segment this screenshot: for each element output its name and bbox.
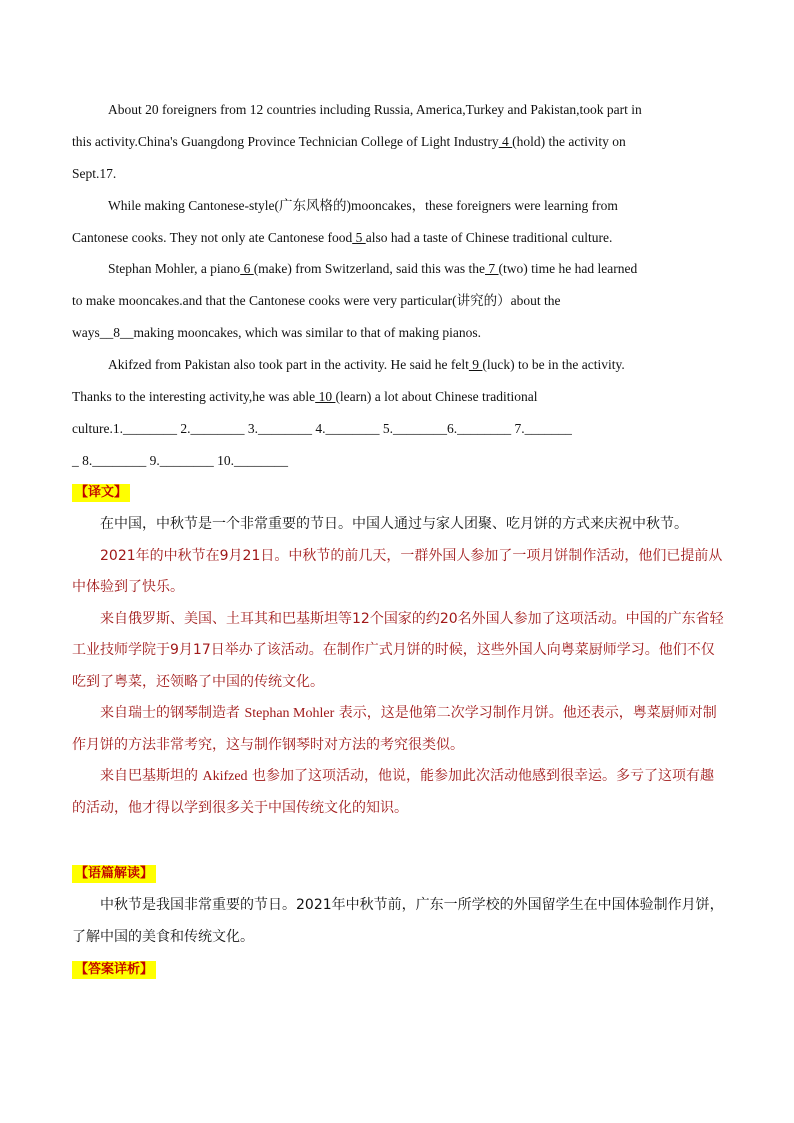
answers-heading <box>72 960 156 979</box>
text-line: Thanks to the interesting activity,he was able 10 (learn) a lot about Chinese traditional <box>72 389 538 404</box>
blank-7: 7 <box>485 261 499 276</box>
blank-9: 9 <box>468 357 483 372</box>
translation-heading <box>72 483 130 502</box>
text-line: Cantonese cooks. They not only ate Cantonese food 5 also had a taste of Chinese traditional culture. <box>72 230 613 245</box>
passage-paragraph-1 <box>72 94 724 190</box>
blank-5: 5 <box>352 230 366 245</box>
section-tag: 【译文】 <box>72 484 130 502</box>
analysis-paragraph: 中秋节是我国非常重要的节日。2021年中秋节前，广东一所学校的外国留学生在中国体验制作月饼，了解中国的美食和传统文化。 <box>72 897 724 945</box>
text-line: About 20 foreigners from 12 countries including Russia, America,Turkey and Pakistan,took part in <box>108 102 642 117</box>
translation-paragraph-3: 来自俄罗斯、美国、土耳其和巴基斯坦等12个国家的约20名外国人参加了这项活动。中国的广东省轻工业技师学院于9月17日举办了该活动。在制作广式月饼的时候，这些外国人向粤菜厨师学习。他们不仅吃到了粤菜，还领略了中国的传统文化。 <box>72 610 724 690</box>
answer-blanks-line: _ 8.________ 9.________ 10.________ <box>72 453 288 468</box>
translation-body <box>72 509 724 824</box>
translation-paragraph-4: 来自瑞士的钢琴制造者 Stephan Mohler 表示，这是他第二次学习制作月饼。他还表示，粤菜厨师对制作月饼的方法非常考究，这与制作钢琴时对方法的考究很类似。 <box>72 705 717 753</box>
text-line: While making Cantonese-style(广东风格的)mooncakes，these foreigners were learning from <box>108 198 618 213</box>
passage-paragraph-3 <box>72 253 724 349</box>
section-tag: 【语篇解读】 <box>72 865 156 883</box>
translation-paragraph-2: 2021年的中秋节在9月21日。中秋节的前几天，一群外国人参加了一项月饼制作活动，他们已提前从中体验到了快乐。 <box>72 547 723 595</box>
text-line: to make mooncakes.and that the Cantonese cooks were very particular(讲究的）about the <box>72 293 561 308</box>
translation-paragraph-5: 来自巴基斯坦的 Akifzed 也参加了这项活动，他说，能参加此次活动他感到很幸运。多亏了这项有趣的活动，他才得以学到很多关于中国传统文化的知识。 <box>72 768 714 816</box>
text-line: Akifzed from Pakistan also took part in the activity. He said he felt 9 (luck) to be in the activity. <box>108 357 625 372</box>
section-tag: 【答案详析】 <box>72 961 156 979</box>
text-line: this activity.China's Guangdong Province Technician College of Light Industry 4 (hold) the activity on <box>72 134 626 149</box>
blank-10: 10 <box>315 389 336 404</box>
passage-paragraph-2 <box>72 190 724 254</box>
person-name: Akifzed <box>202 769 248 784</box>
person-name: Stephan Mohler <box>244 706 335 721</box>
passage-paragraph-4 <box>72 349 724 477</box>
text-line: Stephan Mohler, a piano 6 (make) from Switzerland, said this was the 7 (two) time he had learned <box>108 261 638 276</box>
analysis-body <box>72 890 724 953</box>
text-line: ways__8__making mooncakes, which was similar to that of making pianos. <box>72 325 482 340</box>
blank-6: 6 <box>240 261 254 276</box>
text-line: Sept.17. <box>72 166 117 181</box>
answer-blanks-line: culture.1.________ 2.________ 3.________ 4.________ 5.________6.________ 7._______ <box>72 421 572 436</box>
blank-4: 4 <box>498 134 513 149</box>
translation-paragraph-1: 在中国，中秋节是一个非常重要的节日。中国人通过与家人团聚、吃月饼的方式来庆祝中秋节。 <box>100 516 688 532</box>
analysis-heading <box>72 864 156 883</box>
